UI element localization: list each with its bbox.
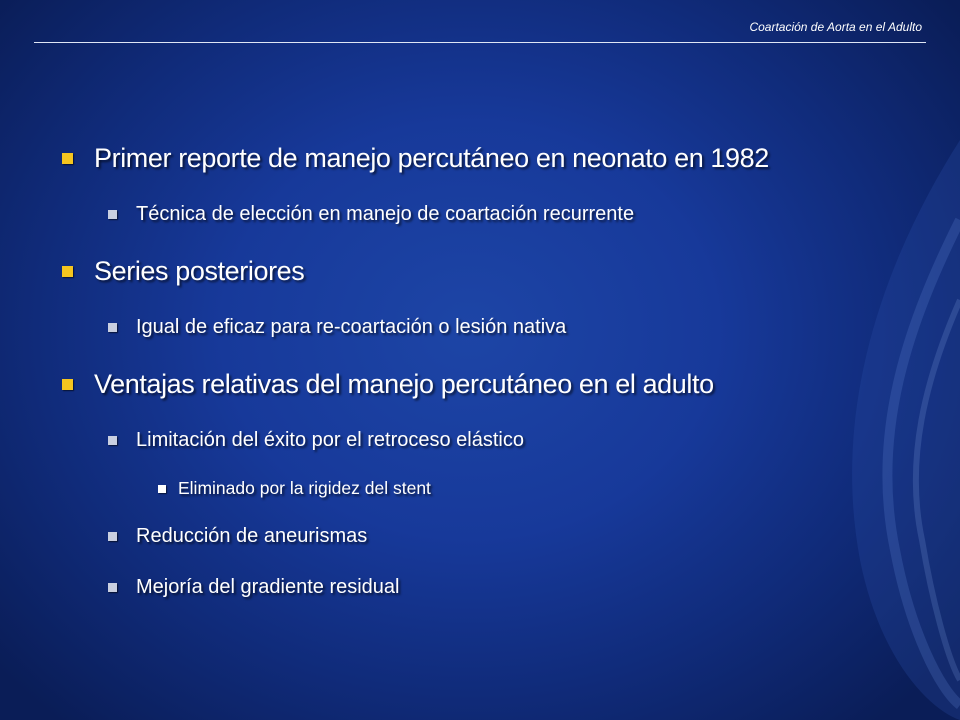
square-bullet-icon xyxy=(108,532,117,541)
header-title: Coartación de Aorta en el Adulto xyxy=(749,20,922,34)
bullet-item-level2 xyxy=(108,429,524,452)
bullet-item-level2 xyxy=(108,316,566,339)
bullet-text: Limitación del éxito por el retroceso elástico xyxy=(136,429,524,451)
bullet-item-level2 xyxy=(108,576,400,599)
square-bullet-icon xyxy=(62,153,73,164)
bullet-text: Mejoría del gradiente residual xyxy=(136,576,400,598)
bullet-text: Reducción de aneurismas xyxy=(136,525,368,547)
square-bullet-icon xyxy=(62,379,73,390)
bullet-item-level2 xyxy=(108,203,634,226)
bullet-item-level3 xyxy=(158,478,431,499)
bullet-text: Ventajas relativas del manejo percutáneo en el adulto xyxy=(94,369,714,399)
bullet-text: Técnica de elección en manejo de coartación recurrente xyxy=(136,203,635,225)
square-bullet-icon xyxy=(158,485,166,493)
bullet-text: Series posteriores xyxy=(94,256,305,286)
bullet-text: Igual de eficaz para re-coartación o lesión nativa xyxy=(136,316,567,338)
square-bullet-icon xyxy=(108,323,117,332)
square-bullet-icon xyxy=(62,266,73,277)
square-bullet-icon xyxy=(108,436,117,445)
bullet-item-level1 xyxy=(62,256,304,287)
bullet-item-level1 xyxy=(62,143,769,174)
square-bullet-icon xyxy=(108,583,117,592)
bullet-text: Eliminado por la rigidez del stent xyxy=(178,478,431,498)
bullet-text: Primer reporte de manejo percutáneo en neonato en 1982 xyxy=(94,143,769,173)
square-bullet-icon xyxy=(108,210,117,219)
bullet-item-level1 xyxy=(62,369,714,400)
bullet-item-level2 xyxy=(108,525,367,548)
